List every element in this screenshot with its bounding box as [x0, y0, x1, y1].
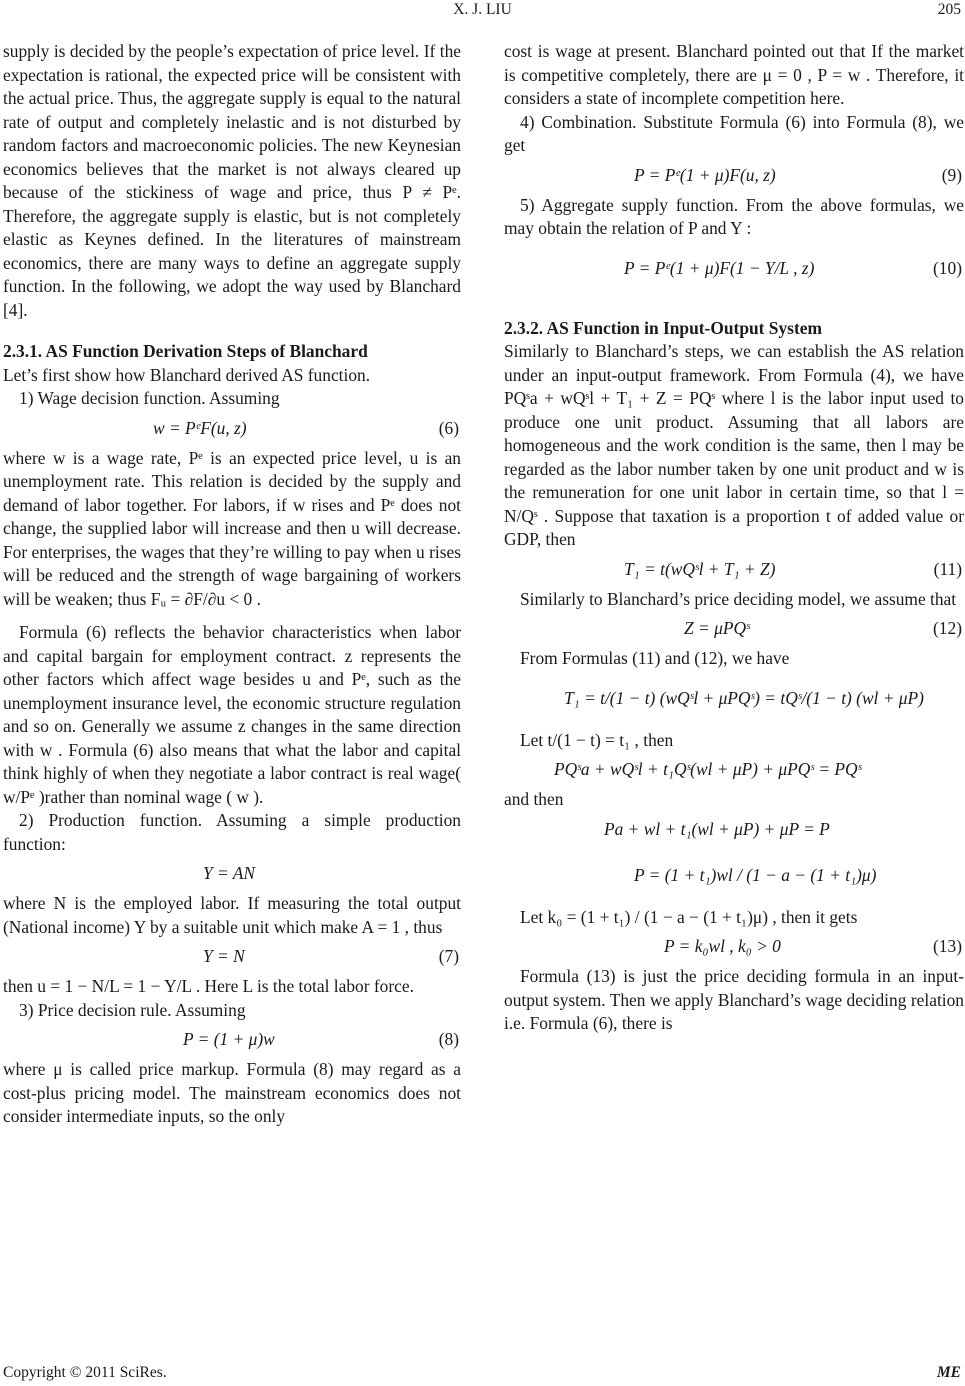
- paragraph: Let t/(1 − t) = t₁ , then: [520, 729, 674, 750]
- equation-pq: PQˢa + wQˢl + t₁Qˢ(wl + μP) + μPQˢ = PQˢ: [554, 759, 862, 779]
- equation-t1: T₁ = t/(1 − t) (wQˢl + μPQˢ) = tQˢ/(1 − t) (wl + μP): [564, 687, 924, 708]
- equation-11: T₁ = t(wQˢl + T₁ + Z) (11): [624, 558, 962, 579]
- paragraph: then u = 1 − N/L = 1 − Y/L . Here L is the total labor force.: [3, 976, 414, 996]
- paragraph: Let’s first show how Blanchard derived AS function.: [3, 364, 371, 385]
- paragraph: and then: [504, 789, 564, 809]
- right-column: [504, 40, 964, 1036]
- paragraph: 4) Combination. Substitute Formula (6) into Formula (8), we get: [504, 111, 964, 155]
- paragraph: Formula (6) reflects the behavior characteristics when labor and capital bargain for employment contract. z represents the other factors which affect wage besides u and Pᵉ, such as the unemployment insurance level, the economic structure regulation and so on. Generally we assume z changes in the same direction with w . Formula (6) also means that what the labor and capital think highly of when they negotiate a labor contract is real wage( w/Pᵉ )rather than nominal wage ( w ).: [3, 622, 461, 807]
- section-heading: 2.3.2. AS Function in Input-Output System: [504, 317, 822, 338]
- paragraph: Let k₀ = (1 + t₁) / (1 − a − (1 + t₁)μ) , then it gets: [520, 906, 858, 927]
- left-column: [3, 40, 461, 1129]
- section-heading: 2.3.1. AS Function Derivation Steps of Blanchard: [3, 341, 368, 361]
- equation-13: P = k₀wl , k₀ > 0 (13): [664, 936, 962, 956]
- equation-9: P = Pᵉ(1 + μ)F(u, z) (9): [634, 164, 962, 185]
- paragraph: 2) Production function. Assuming a simple production function:: [3, 810, 461, 854]
- paragraph: Similarly to Blanchard’s price deciding model, we assume that: [520, 588, 957, 609]
- equation-production: Y = AN: [203, 863, 256, 883]
- paragraph: where μ is called price markup. Formula (8) may regard as a cost-plus pricing model. The mainstream economics does not consider intermediate inputs, so the only: [3, 1059, 461, 1126]
- running-title: X. J. LIU: [453, 1, 512, 18]
- equation-pa: Pa + wl + t₁(wl + μP) + μP = P: [604, 818, 830, 839]
- paragraph: supply is decided by the people’s expectation of price level. If the expectation is rational, the expected price will be consistent with the actual price. Thus, the aggregate supply is equal to the natural rate of output and completely inelastic and is not disturbed by random factors and macroeconomic policies. The new Keynesian economics believes that the market is not always cleared up because of the stickiness of wage and price, thus P ≠ Pᵉ. Therefore, the aggregate supply is elastic, but is not completely elastic as Keynes defined. In the literatures of mainstream economics, there are many ways to define an aggregate supply function. In the following, we adopt the way used by Blanchard [4].: [3, 41, 461, 320]
- equation-10: P = Pᵉ(1 + μ)F(1 − Y/L , z) (10): [624, 257, 962, 278]
- paragraph: cost is wage at present. Blanchard pointed out that If the market is competitive completely, there are μ = 0 , P = w . Therefore, it considers a state of incomplete competition here.: [504, 41, 964, 108]
- copyright-notice: Copyright © 2011 SciRes.: [3, 1364, 167, 1381]
- paragraph: 3) Price decision rule. Assuming: [19, 999, 246, 1020]
- page-number: 205: [937, 1, 961, 18]
- page-header: [0, 0, 965, 24]
- paragraph: From Formulas (11) and (12), we have: [520, 648, 790, 668]
- paragraph: 5) Aggregate supply function. From the above formulas, we may obtain the relation of P and Y :: [504, 194, 964, 238]
- paragraph: 1) Wage decision function. Assuming: [19, 388, 280, 408]
- equation-7: Y = N (7): [203, 946, 459, 966]
- journal-abbreviation: ME: [936, 1364, 961, 1381]
- paragraph: where N is the employed labor. If measuring the total output (National income) Y by a suitable unit which make A = 1 , thus: [3, 893, 461, 937]
- equation-6: w = PᵉF(u, z) (6): [153, 417, 459, 438]
- equation-12: Z = μPQˢ (12): [684, 618, 962, 638]
- paragraph: Formula (13) is just the price deciding formula in an input-output system. Then we apply Blanchard’s wage deciding relation i.e. Formula (6), there is: [504, 966, 964, 1033]
- paragraph: Similarly to Blanchard’s steps, we can establish the AS relation under an input-output framework. From Formula (4), we have PQˢa + wQˢl + T₁ + Z = PQˢ where l is the labor input used to produce one unit product. Assuming that all labors are homogeneous and the work condition is the same, then l may be regarded as the labor number taken by one unit product and w is the remuneration for one unit labor in certain time, so that l = N/Qˢ . Suppose that taxation is a proportion t of added value or GDP, then: [504, 341, 964, 549]
- equation-p: P = (1 + t₁)wl / (1 − a − (1 + t₁)μ): [634, 864, 877, 885]
- equation-8: P = (1 + μ)w (8): [183, 1029, 459, 1049]
- paragraph: where w is a wage rate, Pᵉ is an expected price level, u is an unemployment rate. This relation is decided by the supply and demand of labor together. For labors, if w rises and Pᵉ does not change, the supplied labor will increase and then u will decrease. For enterprises, the wages that they’re willing to pay when u rises will be reduced and the strength of wage bargaining of workers will be weaken; thus Fᵤ = ∂F/∂u < 0 .: [3, 447, 461, 609]
